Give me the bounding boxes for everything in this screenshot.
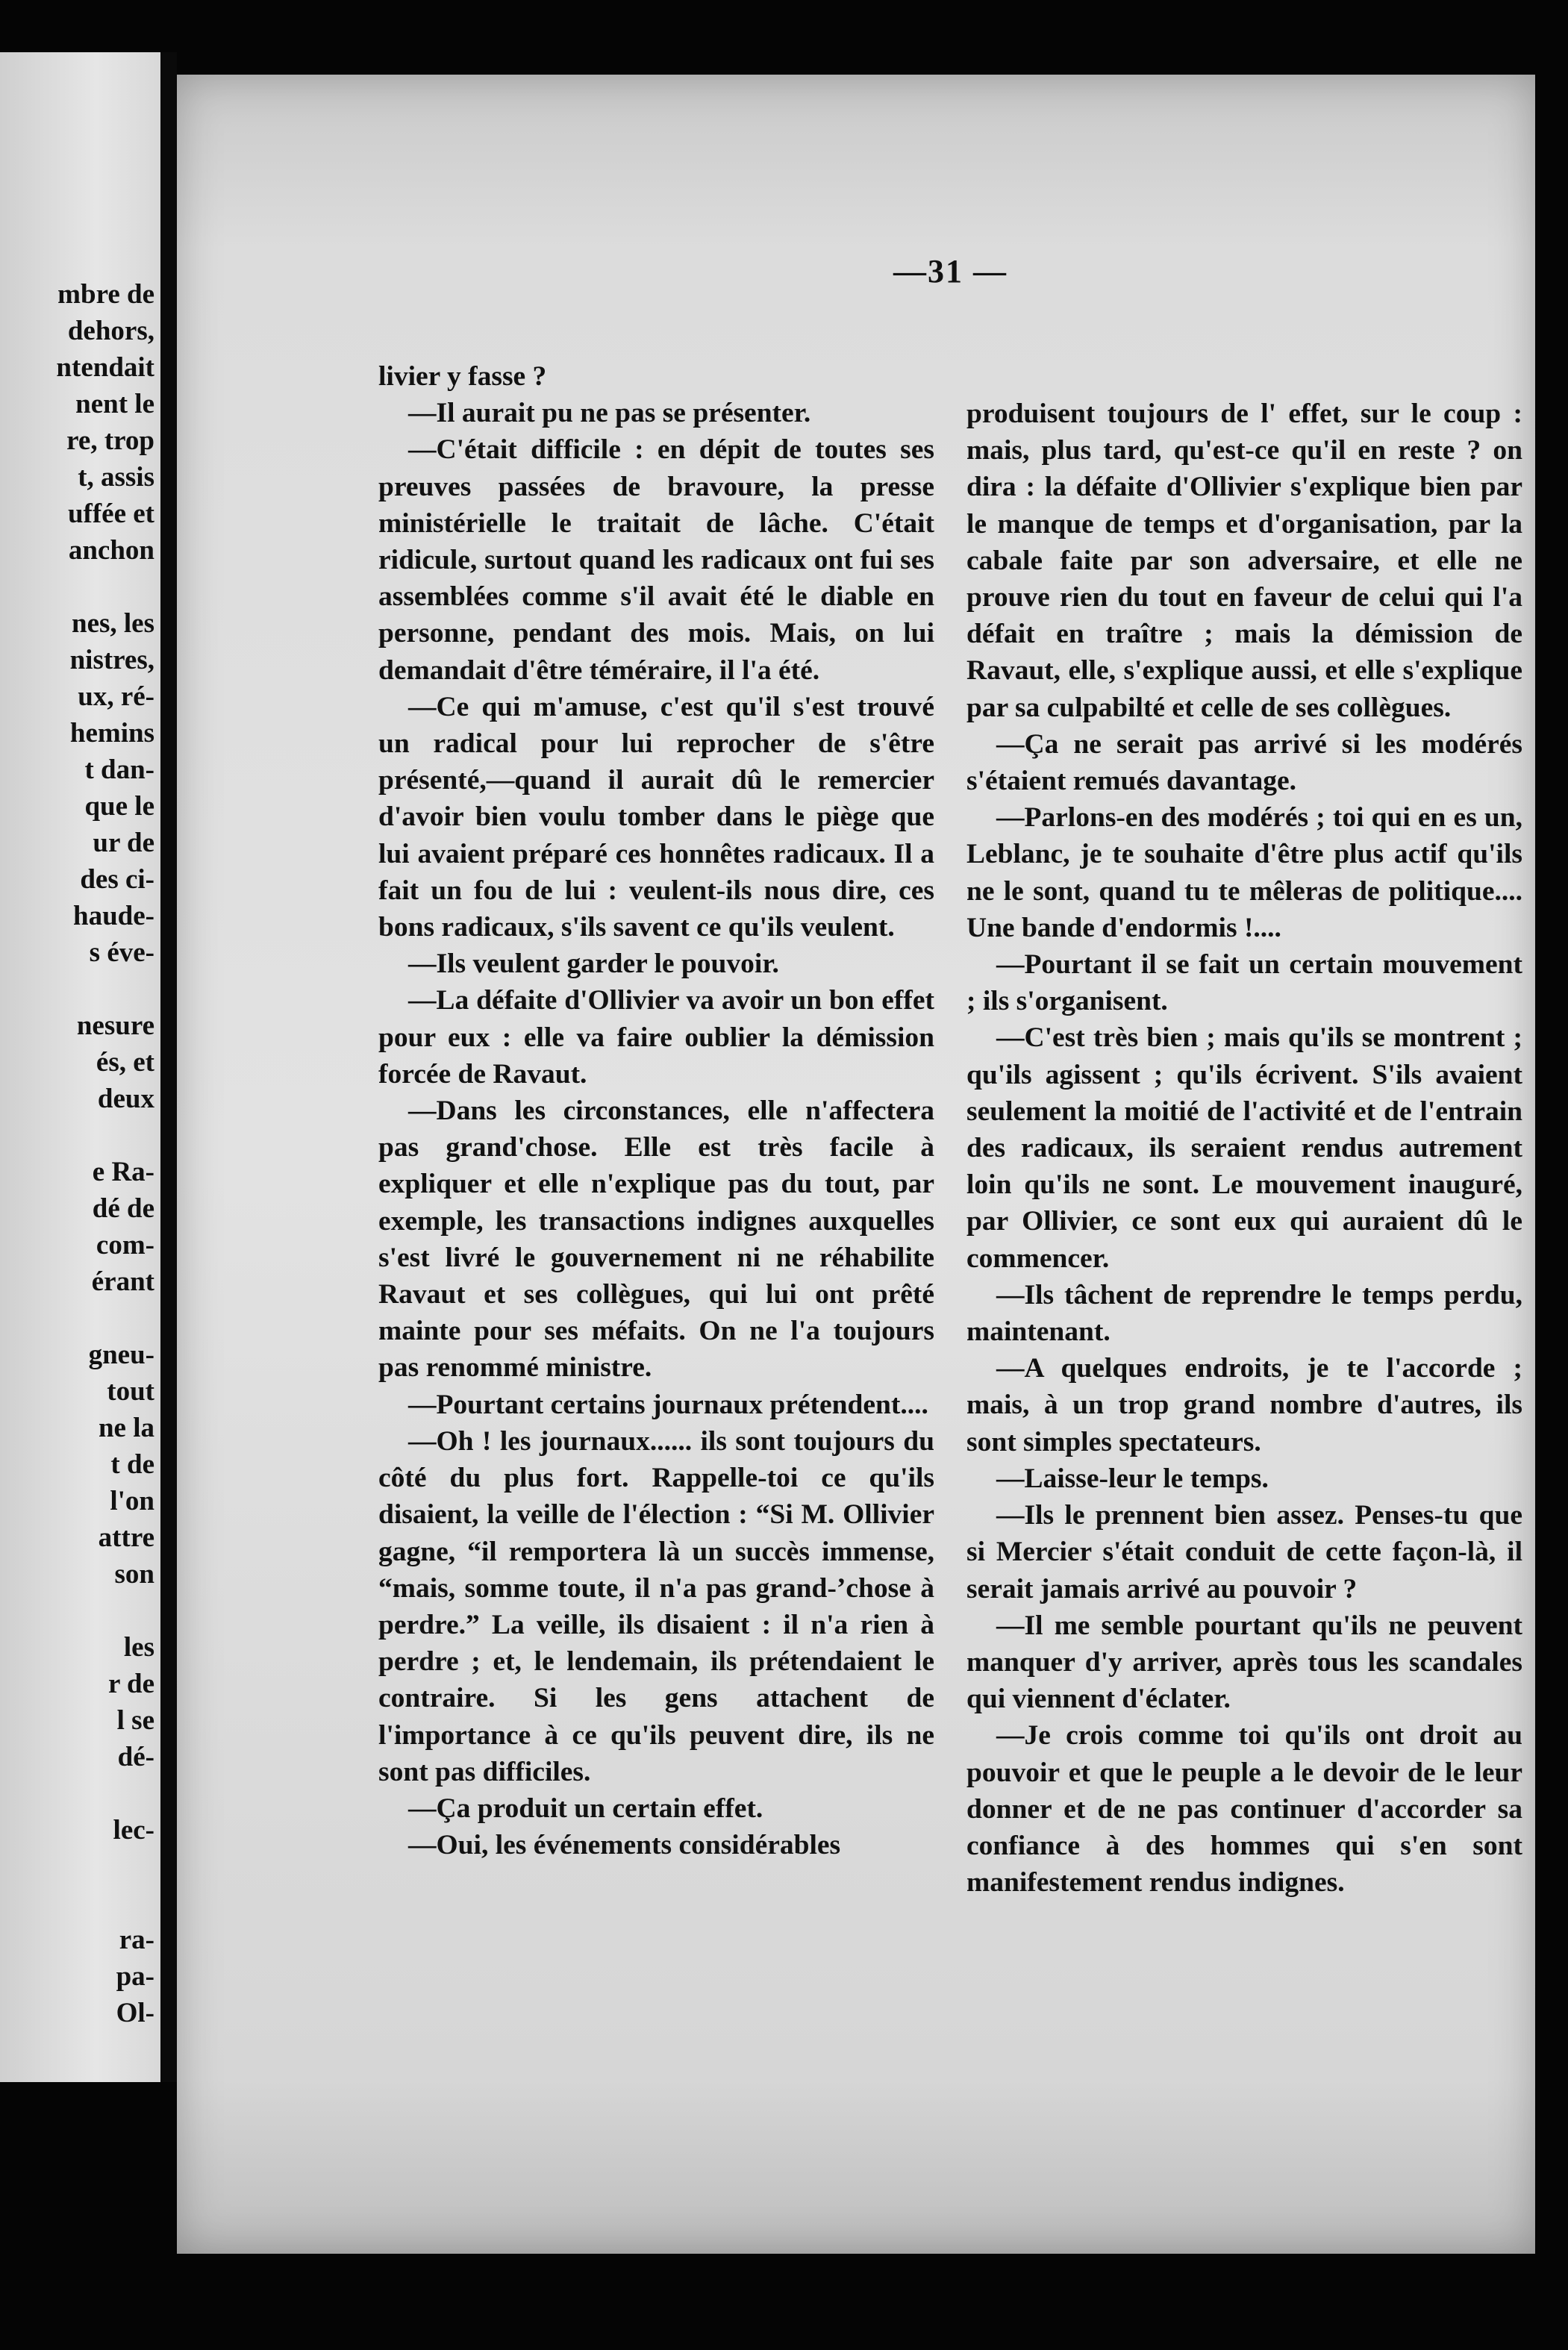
paragraph: —C'est très bien ; mais qu'ils se montrent ; qu'ils agissent ; qu'ils écrivent. S'ils avaient seulement la moitié de l'activité et de l'entrain des radicaux, ils seraient rendus autrement loin qu'ils ne sont. Le mouvement inauguré, par Ollivier, ce sont eux qui auraient dû le commencer. — [966, 1022, 1522, 1274]
previous-page-line: gneu- — [88, 1340, 154, 1370]
previous-page-line: attre — [98, 1522, 154, 1553]
paragraph: —Je crois comme toi qu'ils ont droit au pouvoir et que le peuple a le devoir de le leur donner et de ne pas continuer d'accorder sa confiance à des hommes qui s'en sont manifestement rendus indignes. — [966, 1720, 1522, 1899]
paragraph: —Laisse-leur le temps. — [996, 1463, 1269, 1494]
previous-page-line — [5, 1593, 154, 1629]
previous-page-line: tout — [107, 1376, 154, 1407]
paragraph: —Ce qui m'amuse, c'est qu'il s'est trouvé un radical pour lui reprocher de s'être présenté,—quand il aurait dû le remercier d'avoir bien voulu tomber dans le piège que lui avaient préparé ces honnêtes radicaux. Il a fait un fou de lui : veulent-ils nous dire, ces bons radicaux, s'ils savent ce qu'ils veulent. — [378, 691, 934, 943]
previous-page-line: lec- — [113, 1815, 154, 1846]
previous-page-line: anchon — [68, 535, 154, 566]
previous-page-line: ntendait — [56, 352, 154, 383]
previous-page-line: ux, ré- — [78, 681, 154, 712]
page-gutter — [160, 52, 177, 2082]
previous-page-line: ur de — [93, 828, 154, 858]
previous-page-line — [5, 1775, 154, 1812]
paragraph: —Ils le prennent bien assez. Penses-tu que si Mercier s'était conduit de cette façon-là, il serait jamais arrivé au pouvoir ? — [966, 1500, 1522, 1604]
paragraph: —La défaite d'Ollivier va avoir un bon effet pour eux : elle va faire oublier la démission forcée de Ravaut. — [378, 985, 934, 1090]
previous-page-line — [5, 971, 154, 1007]
paragraph: —Pourtant il se fait un certain mouvement ; ils s'organisent. — [966, 949, 1522, 1017]
paragraph: —Il me semble pourtant qu'ils ne peuvent manquer d'y arriver, après tous les scandales qui viennent d'éclater. — [966, 1610, 1522, 1715]
previous-page-line: pa- — [116, 1961, 154, 1992]
paragraph: —Ils tâchent de reprendre le temps perdu, maintenant. — [966, 1279, 1522, 1348]
previous-page-line: t de — [110, 1449, 154, 1480]
paragraph: —Pourtant certains journaux prétendent.... — [408, 1389, 928, 1420]
previous-page-line: des ci- — [80, 864, 154, 895]
previous-page-line: r de — [107, 1669, 154, 1699]
previous-page-line: deux — [97, 1084, 154, 1114]
previous-page-line: l se — [116, 1705, 154, 1736]
previous-page-line: és, et — [96, 1047, 154, 1078]
previous-page-line: ra- — [119, 1925, 154, 1955]
previous-page-line — [5, 1849, 154, 1885]
previous-page-line — [5, 1300, 154, 1337]
paragraph: —Oui, les événements considérables — [408, 1830, 841, 1861]
paragraph: —Dans les circonstances, elle n'affectera pas grand'chose. Elle est très facile à expliquer et elle n'explique pas du tout, par exemple, les transactions indignes auxquelles s'est livré le gouvernement ni ne réhabilite Ravaut et ses collègues, qui lui ont prêté mainte pour ses méfaits. On ne l'a toujours pas renommé ministre. — [378, 1096, 934, 1384]
scanned-page — [177, 75, 1535, 2254]
previous-page-line: mbre de — [57, 279, 154, 310]
page-number: —31 — — [893, 253, 1008, 290]
previous-page-line: nes, les — [72, 608, 154, 639]
previous-page-line: nistres, — [69, 645, 154, 675]
paragraph: —C'était difficile : en dépit de toutes ses preuves passées de bravoure, la presse ministérielle le traitait de lâche. C'était ridicule, surtout quand les radicaux ont fui ses assemblées comme s'il avait été le diable en personne, pendant des mois. Mais, on lui demandait d'être téméraire, il l'a été. — [378, 434, 934, 686]
previous-page-line: com- — [96, 1230, 154, 1260]
right-column — [966, 396, 1522, 1901]
previous-page-line: son — [114, 1559, 154, 1590]
previous-page-line — [5, 1117, 154, 1154]
paragraph: —Parlons-en des modérés ; toi qui en es un, Leblanc, je te souhaite d'être plus actif qu'ils ne le sont, quand tu te mêleras de politique.... Une bande d'endormis !.... — [966, 802, 1522, 943]
paragraph: —Ça ne serait pas arrivé si les modérés s'étaient remués davantage. — [966, 728, 1522, 797]
previous-page-line: dé- — [117, 1742, 154, 1772]
paragraph: —Ça produit un certain effet. — [408, 1793, 763, 1824]
previous-page-line: Ol- — [116, 1998, 154, 2028]
previous-page-line: e Ra- — [92, 1157, 154, 1187]
previous-page-line — [5, 569, 154, 605]
paragraph: —Oh ! les journaux...... ils sont toujours du côté du plus fort. Rappelle-toi ce qu'ils disaient, la veille de l'élection : “Si M. Ollivier gagne, “il remportera là un succès immense, “mais, somme toute, il n'a pas grand-’chose à perdre.” La veille, ils disaient : il n'a rien à perdre ; et, le lendemain, ils prétendaient le contraire. Si les gens attachent de l'importance à ce qu'ils peuvent dire, ils ne sont pas difficiles. — [378, 1425, 934, 1787]
previous-page-line: l'on — [110, 1486, 154, 1516]
previous-page-line: re, trop — [66, 425, 154, 456]
previous-page-line: uffée et — [67, 499, 154, 529]
previous-page-line: hemins — [69, 718, 154, 749]
previous-page-line: t dan- — [84, 754, 154, 785]
paragraph: produisent toujours de l' effet, sur le coup : mais, plus tard, qu'est-ce qu'il en reste ? on dira : la défaite d'Ollivier s'explique bien par le manque de temps et d'organisation, par la cabale faite par son adversaire, et elle ne prouve rien du tout en faveur de celui qui l'a défait en traître ; mais la démission de Ravaut, elle, s'explique aussi, et elle s'explique par sa culpabilté et celle de ses collègues. — [966, 399, 1522, 723]
paragraph: —Il aurait pu ne pas se présenter. — [408, 398, 811, 429]
previous-page-line: dé de — [92, 1193, 154, 1224]
previous-page-line: ne la — [98, 1413, 154, 1443]
paragraph: livier y fasse ? — [378, 361, 547, 392]
left-column — [378, 358, 934, 1863]
previous-page-line: nent le — [75, 389, 154, 419]
previous-page-line — [5, 1885, 154, 1922]
previous-page-line: nesure — [76, 1010, 154, 1041]
previous-page-line: s éve- — [89, 937, 154, 968]
previous-page-line: les — [123, 1632, 154, 1663]
paragraph: —Ils veulent garder le pouvoir. — [408, 949, 779, 980]
previous-page-line: érant — [91, 1266, 154, 1297]
previous-page-line: t, assis — [78, 462, 154, 493]
paragraph: —A quelques endroits, je te l'accorde ; mais, à un trop grand nombre d'autres, ils sont simples spectateurs. — [966, 1353, 1522, 1457]
previous-page-text — [5, 276, 154, 2031]
previous-page-line: haude- — [73, 901, 154, 931]
previous-page-line: dehors, — [67, 316, 154, 346]
previous-page-edge — [0, 52, 160, 2082]
previous-page-line: que le — [84, 791, 154, 822]
